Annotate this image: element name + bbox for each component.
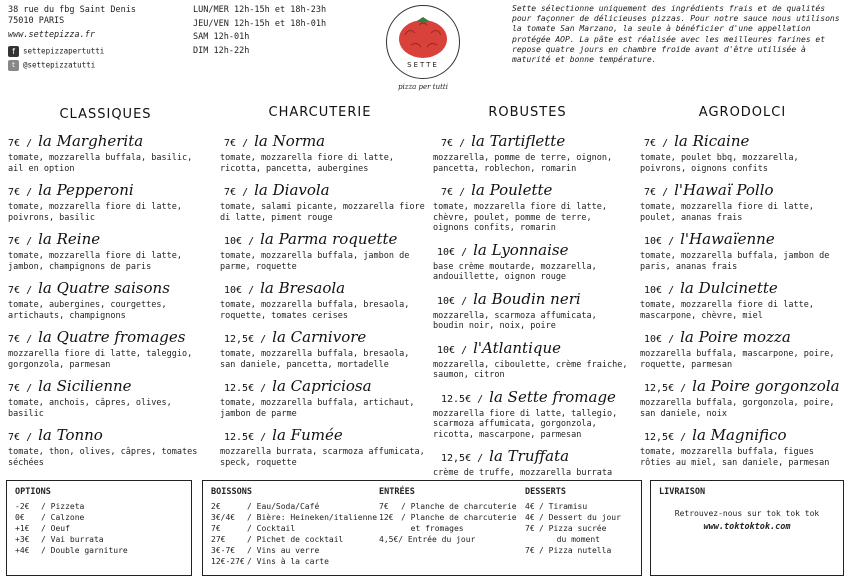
pizza-price: 7€: [644, 187, 657, 198]
boissons-row: 27€ / Pichet de cocktail: [211, 535, 344, 544]
livraison-box: [650, 480, 844, 576]
pizza-item: 7€ / la Pepperoni tomate, mozzarella fiore di latte, poivrons, basilic: [8, 180, 208, 223]
pizza-name: la Poire gorgonzola: [692, 377, 840, 395]
hours-row: [193, 5, 373, 16]
pizza-desc: tomate, mozzarella fiore di latte, mascarpone, chèvre, miel: [640, 300, 814, 321]
desserts-row: 4€ / Dessert du jour: [525, 513, 621, 522]
pizza-item: 12.5€ / la Sette fromage mozzarella fiore di latte, tallegio, scarmoza affumicata, gorgonzola, ricotta, mascarpone, parmesan: [433, 387, 628, 441]
entrees-price: 4,5€: [379, 535, 399, 544]
boissons-price: 27€: [211, 535, 226, 544]
option-row: -2€ / Pizzeta: [15, 502, 85, 511]
pizza-desc: tomate, mozzarella buffala, figues rôties au miel, san daniele, parmesan: [640, 447, 830, 468]
column-agrodolci: [640, 131, 845, 474]
tomato-icon: [395, 13, 451, 61]
pizza-price: 7€: [8, 383, 21, 394]
pizza-price: 10€: [224, 285, 243, 296]
hours-time: 12h-15h et 18h-23h: [233, 5, 327, 15]
pizza-name: la Sette fromage: [489, 387, 616, 406]
desserts-price: 7€: [525, 546, 535, 555]
pizza-name: la Quatre fromages: [38, 328, 186, 346]
option-label: Vai burrata: [50, 535, 104, 544]
pizza-desc: tomate, salami picante, mozzarella fiore di latte, piment rouge: [220, 202, 425, 223]
boissons-price: 7€: [211, 524, 221, 533]
boissons-price: 2€: [211, 502, 221, 511]
pizza-price: 7€: [8, 187, 21, 198]
livraison-title: LIVRAISON: [659, 487, 706, 497]
heading-charcuterie: CHARCUTERIE: [268, 105, 372, 120]
option-label: Pizzeta: [50, 502, 85, 511]
entrees-label: Planche de charcuterie: [410, 513, 517, 522]
pizza-price: 12.5€: [224, 432, 255, 443]
pizza-name: la Magnifico: [692, 426, 787, 444]
intro-text: Sette sélectionne uniquement des ingrédients frais et de qualités pour façonner de délicieuses pizzas. Pour notre sauce nous utilisons la tomate San Marzano, la seule à bénéficier d'une appellation protégée AOP. La pâte est réalisée avec les meilleures farines et repose quatre jours en chambre froide avant d'être utilisée à maturité et bonne température.: [512, 4, 840, 65]
pizza-name: la Bresaola: [260, 279, 346, 297]
pizza-desc: mozzarella burrata, scarmoza affumicata, speck, roquette: [220, 447, 425, 468]
address-line-2: 75010 PARIS: [8, 15, 65, 26]
boissons-price: 3€-7€: [211, 546, 236, 555]
pizza-price: 10€: [437, 295, 456, 307]
pizza-item: 7€ / l'Hawaï Pollo tomate, mozzarella fiore di latte, poulet, ananas frais: [640, 180, 845, 223]
pizza-desc: crème de truffe, mozzarella burrata: [433, 468, 613, 478]
entrees-row: 4,5€/ Entrée du jour: [379, 535, 476, 544]
pizza-desc: tomate, aubergines, courgettes, artichauts, champignons: [8, 300, 167, 321]
entrees-title: ENTRÉES: [379, 487, 415, 497]
facebook-icon: f: [8, 46, 19, 57]
option-price: +3€: [15, 535, 30, 544]
boissons-title: BOISSONS: [211, 487, 252, 497]
pizza-item: 10€ / la Bresaola tomate, mozzarella buffala, bresaola, roquette, tomates cerises: [220, 278, 425, 321]
pizza-item: 10€ / la Boudin neri mozzarella, scarmoza affumicata, boudin noir, noix, poire: [433, 289, 628, 332]
pizza-price: 7€: [8, 334, 21, 345]
pizza-desc: mozzarella, scarmoza affumicata, boudin noir, noix, poire: [433, 310, 597, 331]
entrees-row: 12€ / Planche de charcuterie: [379, 513, 517, 522]
desserts-row: [525, 534, 637, 545]
desserts-title: DESSERTS: [525, 487, 566, 497]
pizza-name: l'Atlantique: [473, 338, 562, 357]
pizza-name: la Carnivore: [272, 328, 367, 346]
pizza-item: 10€ / l'Hawaïenne tomate, mozzarella buffala, jambon de paris, ananas frais: [640, 229, 845, 272]
pizza-item: 12.5€ / la Capriciosa tomate, mozzarella buffala, artichaut, jambon de parme: [220, 376, 425, 419]
pizza-desc: tomate, mozzarella fiore di latte, poivrons, basilic: [8, 202, 182, 223]
entrees-price: 12€: [379, 513, 394, 522]
entrees-row: [379, 523, 519, 534]
pizza-price: 12.5€: [441, 393, 472, 405]
pizza-name: la Norma: [254, 132, 326, 150]
pizza-name: la Sicilienne: [38, 377, 132, 395]
pizza-price: 7€: [224, 138, 237, 149]
pizza-price: 7€: [441, 187, 454, 198]
desserts-label: Dessert du jour: [548, 513, 621, 522]
hours-row: [193, 32, 373, 43]
pizza-price: 7€: [8, 236, 21, 247]
desserts-label: du moment: [556, 535, 600, 544]
pizza-price: 12,5€: [644, 432, 675, 443]
entrees-price: 7€: [379, 502, 389, 511]
pizza-desc: tomate, mozzarella buffala, artichaut, jambon de parme: [220, 398, 415, 419]
pizza-price: 12.5€: [224, 383, 255, 394]
heading-classiques: CLASSIQUES: [59, 107, 152, 122]
hours-row: [193, 46, 373, 57]
pizza-price: 10€: [644, 334, 663, 345]
pizza-price: 7€: [8, 285, 21, 296]
column-classiques: [8, 131, 208, 474]
hours-days: JEU/VEN: [193, 18, 229, 29]
hours-time: 12h-22h: [213, 45, 250, 56]
pizza-name: la Diavola: [254, 181, 330, 199]
pizza-item: 7€ / la Margherita tomate, mozzarella buffala, basilic, ail en option: [8, 131, 208, 174]
boissons-label: Vins au verre: [256, 546, 320, 555]
options-box: [6, 480, 192, 576]
pizza-name: l'Hawaï Pollo: [674, 181, 774, 199]
option-label: Calzone: [50, 513, 85, 522]
options-title: OPTIONS: [15, 487, 51, 497]
desserts-row: 7€ / Pizza nutella: [525, 546, 612, 555]
pizza-price: 12,5€: [441, 453, 472, 464]
boissons-row: 2€ / Eau/Soda/Café: [211, 502, 320, 511]
column-robustes: [433, 131, 628, 485]
desserts-price: 4€: [525, 502, 535, 511]
facebook-handle: settepizzapertutti: [23, 46, 105, 55]
desserts-price: 4€: [525, 513, 535, 522]
livraison-text: Retrouvez-nous sur tok tok tok: [674, 509, 820, 518]
boissons-row: 3€/4€ / Bière: Heineken/italienne: [211, 513, 378, 522]
pizza-item: 7€ / la Tonno tomate, thon, olives, câpres, tomates séchées: [8, 425, 208, 468]
pizza-price: 10€: [644, 236, 663, 247]
pizza-name: la Tartiflette: [471, 132, 566, 150]
twitter-handle: @settepizzatutti: [23, 60, 96, 69]
pizza-price: 10€: [224, 236, 243, 247]
pizza-desc: tomate, mozzarella buffala, jambon de parme, roquette: [220, 251, 410, 272]
pizza-item: 10€ / la Parma roquette tomate, mozzarella buffala, jambon de parme, roquette: [220, 229, 425, 272]
boissons-row: 12€-27€ / Vins à la carte: [211, 557, 329, 566]
twitter-row[interactable]: [8, 60, 183, 71]
pizza-name: la Ricaine: [674, 132, 750, 150]
logo-name: SETTE: [407, 61, 439, 69]
option-price: 0€: [15, 513, 25, 522]
hours-days: LUN/MER: [193, 5, 229, 15]
pizza-desc: mozzarella, ciboulette, crème fraiche, saumon, citron: [433, 359, 628, 380]
livraison-link[interactable]: www.toktoktok.com: [703, 522, 791, 532]
desserts-label: Tiramisu: [548, 502, 588, 511]
boissons-label: Cocktail: [256, 524, 296, 533]
desserts-row: 4€ / Tiramisu: [525, 502, 588, 511]
pizza-desc: tomate, mozzarella buffala, bresaola, san daniele, pancetta, mortadelle: [220, 349, 410, 370]
pizza-desc: tomate, mozzarella fiore di latte, ricotta, pancetta, aubergines: [220, 153, 394, 174]
pizza-name: l'Hawaïenne: [680, 230, 775, 248]
pizza-name: la Truffata: [489, 447, 570, 465]
boissons-section: [211, 487, 376, 567]
desserts-label: Pizza nutella: [548, 546, 612, 555]
hours-days: SAM: [193, 32, 209, 42]
pizza-item: 10€ / la Dulcinette tomate, mozzarella fiore di latte, mascarpone, chèvre, miel: [640, 278, 845, 321]
desserts-label: Pizza sucrée: [548, 524, 607, 533]
pizza-price: 12,5€: [224, 334, 255, 345]
pizza-price: 12,5€: [644, 383, 675, 394]
option-price: +4€: [15, 546, 30, 555]
logo-tagline: pizza per tutti: [398, 83, 448, 91]
pizza-price: 7€: [8, 138, 21, 149]
pizza-desc: mozzarella buffala, mascarpone, poire, roquette, parmesan: [640, 349, 835, 370]
pizza-price: 10€: [644, 285, 663, 296]
pizza-name: la Pepperoni: [38, 181, 134, 199]
pizza-item: 7€ / la Sicilienne tomate, anchois, câpres, olives, basilic: [8, 376, 208, 419]
pizza-item: 10€ / la Poire mozza mozzarella buffala, mascarpone, poire, roquette, parmesan: [640, 327, 845, 370]
entrees-label: Entrée du jour: [407, 535, 476, 544]
pizza-desc: mozzarella, pomme de terre, oignon, pancetta, roblechon, romarin: [433, 153, 613, 174]
entrees-label: et fromages: [410, 524, 464, 533]
boissons-price: 12€-27€: [211, 557, 245, 566]
pizza-item: 7€ / la Reine tomate, mozzarella fiore di latte, jambon, champignons de paris: [8, 229, 208, 272]
pizza-item: 7€ / la Tartiflette mozzarella, pomme de terre, oignon, pancetta, roblechon, romarin: [433, 131, 628, 174]
pizza-price: 7€: [224, 187, 237, 198]
desserts-row: 7€ / Pizza sucrée: [525, 524, 607, 533]
pizza-name: la Parma roquette: [260, 230, 398, 248]
pizza-item: 7€ / la Poulette tomate, mozzarella fiore di latte, chèvre, poulet, pomme de terre, oignons confits, romarin: [433, 180, 628, 234]
facebook-row[interactable]: [8, 46, 183, 57]
pizza-name: la Quatre saisons: [38, 279, 170, 297]
pizza-name: la Boudin neri: [473, 289, 581, 308]
entrees-label: Planche de charcuterie: [410, 502, 517, 511]
entrees-row: 7€ / Planche de charcuterie: [379, 502, 517, 511]
hours-time: 12h-01h: [213, 32, 250, 42]
twitter-icon: t: [8, 60, 19, 71]
boissons-price: 3€/4€: [211, 513, 236, 522]
pizza-item: 10€ / la Lyonnaise base crème moutarde, mozzarella, andouillette, oignon rouge: [433, 240, 628, 283]
contact-block: [8, 5, 183, 71]
hours-days: DIM: [193, 45, 209, 56]
option-row: +3€ / Vai burrata: [15, 535, 104, 544]
pizza-name: la Dulcinette: [680, 279, 778, 297]
pizza-desc: tomate, mozzarella buffala, basilic, ail en option: [8, 153, 193, 174]
hours-time: 12h-15h et 18h-01h: [233, 18, 327, 29]
pizza-item: 10€ / l'Atlantique mozzarella, ciboulette, crème fraiche, saumon, citron: [433, 338, 628, 380]
desserts-price: 7€: [525, 524, 535, 533]
pizza-price: 7€: [8, 432, 21, 443]
boissons-row: 3€-7€ / Vins au verre: [211, 546, 320, 555]
pizza-desc: mozzarella fiore di latte, tallegio, scarmoza affumicata, gorgonzola, ricotta, mascarpone, parmesan: [433, 408, 618, 440]
pizza-name: la Margherita: [38, 132, 144, 150]
desserts-section: [525, 487, 637, 556]
pizza-name: la Fumée: [272, 426, 343, 444]
option-row: +4€ / Double garniture: [15, 546, 128, 555]
pizza-item: 7€ / la Diavola tomate, salami picante, mozzarella fiore di latte, piment rouge: [220, 181, 425, 223]
option-price: +1€: [15, 524, 30, 533]
pizza-desc: mozzarella fiore di latte, taleggio, gorgonzola, parmesan: [8, 349, 193, 370]
pizza-desc: tomate, thon, olives, câpres, tomates séchées: [8, 447, 198, 468]
pizza-item: 12,5€ / la Truffata crème de truffe, mozzarella burrata: [433, 446, 628, 479]
pizza-item: 7€ / la Quatre fromages mozzarella fiore di latte, taleggio, gorgonzola, parmesan: [8, 327, 208, 370]
pizza-price: 10€: [437, 344, 456, 356]
pizza-desc: base crème moutarde, mozzarella, andouillette, oignon rouge: [433, 261, 597, 282]
column-charcuterie: [220, 131, 425, 474]
heading-agrodolci: AGRODOLCI: [698, 105, 787, 120]
pizza-name: la Reine: [38, 230, 101, 248]
pizza-name: la Lyonnaise: [473, 240, 569, 259]
hours-row: [193, 19, 373, 30]
pizza-desc: tomate, mozzarella buffala, bresaola, roquette, tomates cerises: [220, 300, 410, 321]
pizza-item: 7€ / la Quatre saisons tomate, aubergines, courgettes, artichauts, champignons: [8, 278, 208, 321]
logo: [384, 5, 462, 93]
hours-block: [193, 5, 373, 56]
website-link[interactable]: www.settepizza.fr: [8, 30, 95, 40]
boissons-label: Bière: Heineken/italienne: [256, 513, 378, 522]
boissons-row: 7€ / Cocktail: [211, 524, 296, 533]
pizza-desc: tomate, mozzarella fiore di latte, chèvre, poulet, pomme de terre, oignons confits, romarin: [433, 202, 607, 233]
pizza-item: 12,5€ / la Magnifico tomate, mozzarella buffala, figues rôties au miel, san daniele, parmesan: [640, 425, 845, 468]
option-label: Oeuf: [50, 524, 70, 533]
drinks-food-box: [202, 480, 642, 576]
pizza-desc: tomate, mozzarella buffala, jambon de paris, ananas frais: [640, 251, 830, 272]
option-label: Double garniture: [50, 546, 128, 555]
pizza-item: 7€ / la Ricaine tomate, poulet bbq, mozzarella, poivrons, oignons confits: [640, 131, 845, 174]
pizza-item: 7€ / la Norma tomate, mozzarella fiore di latte, ricotta, pancetta, aubergines: [220, 131, 425, 174]
pizza-desc: tomate, mozzarella fiore di latte, jambon, champignons de paris: [8, 251, 182, 272]
pizza-desc: tomate, mozzarella fiore di latte, poulet, ananas frais: [640, 202, 814, 223]
pizza-item: 12,5€ / la Carnivore tomate, mozzarella buffala, bresaola, san daniele, pancetta, mortadelle: [220, 327, 425, 370]
pizza-name: la Tonno: [38, 426, 103, 444]
entrees-section: [379, 487, 519, 545]
option-price: -2€: [15, 502, 30, 511]
pizza-desc: tomate, anchois, câpres, olives, basilic: [8, 398, 172, 419]
boissons-label: Eau/Soda/Café: [256, 502, 320, 511]
pizza-price: 10€: [437, 246, 456, 258]
boissons-label: Pichet de cocktail: [256, 535, 344, 544]
address-line-1: 38 rue du fbg Saint Denis: [8, 5, 136, 15]
pizza-desc: mozzarella buffala, gorgonzola, poire, san daniele, noix: [640, 398, 835, 419]
pizza-name: la Poulette: [471, 181, 553, 199]
heading-robustes: ROBUSTES: [488, 105, 567, 120]
boissons-label: Vins à la carte: [256, 557, 329, 566]
pizza-desc: tomate, poulet bbq, mozzarella, poivrons, oignons confits: [640, 153, 799, 174]
pizza-price: 7€: [644, 138, 657, 149]
pizza-item: 12.5€ / la Fumée mozzarella burrata, scarmoza affumicata, speck, roquette: [220, 426, 425, 468]
pizza-name: la Poire mozza: [680, 328, 791, 346]
pizza-name: la Capriciosa: [272, 377, 372, 395]
pizza-item: 12,5€ / la Poire gorgonzola mozzarella buffala, gorgonzola, poire, san daniele, noix: [640, 376, 845, 419]
option-row: +1€ / Oeuf: [15, 524, 70, 533]
option-row: 0€ / Calzone: [15, 513, 85, 522]
pizza-price: 7€: [441, 138, 454, 149]
